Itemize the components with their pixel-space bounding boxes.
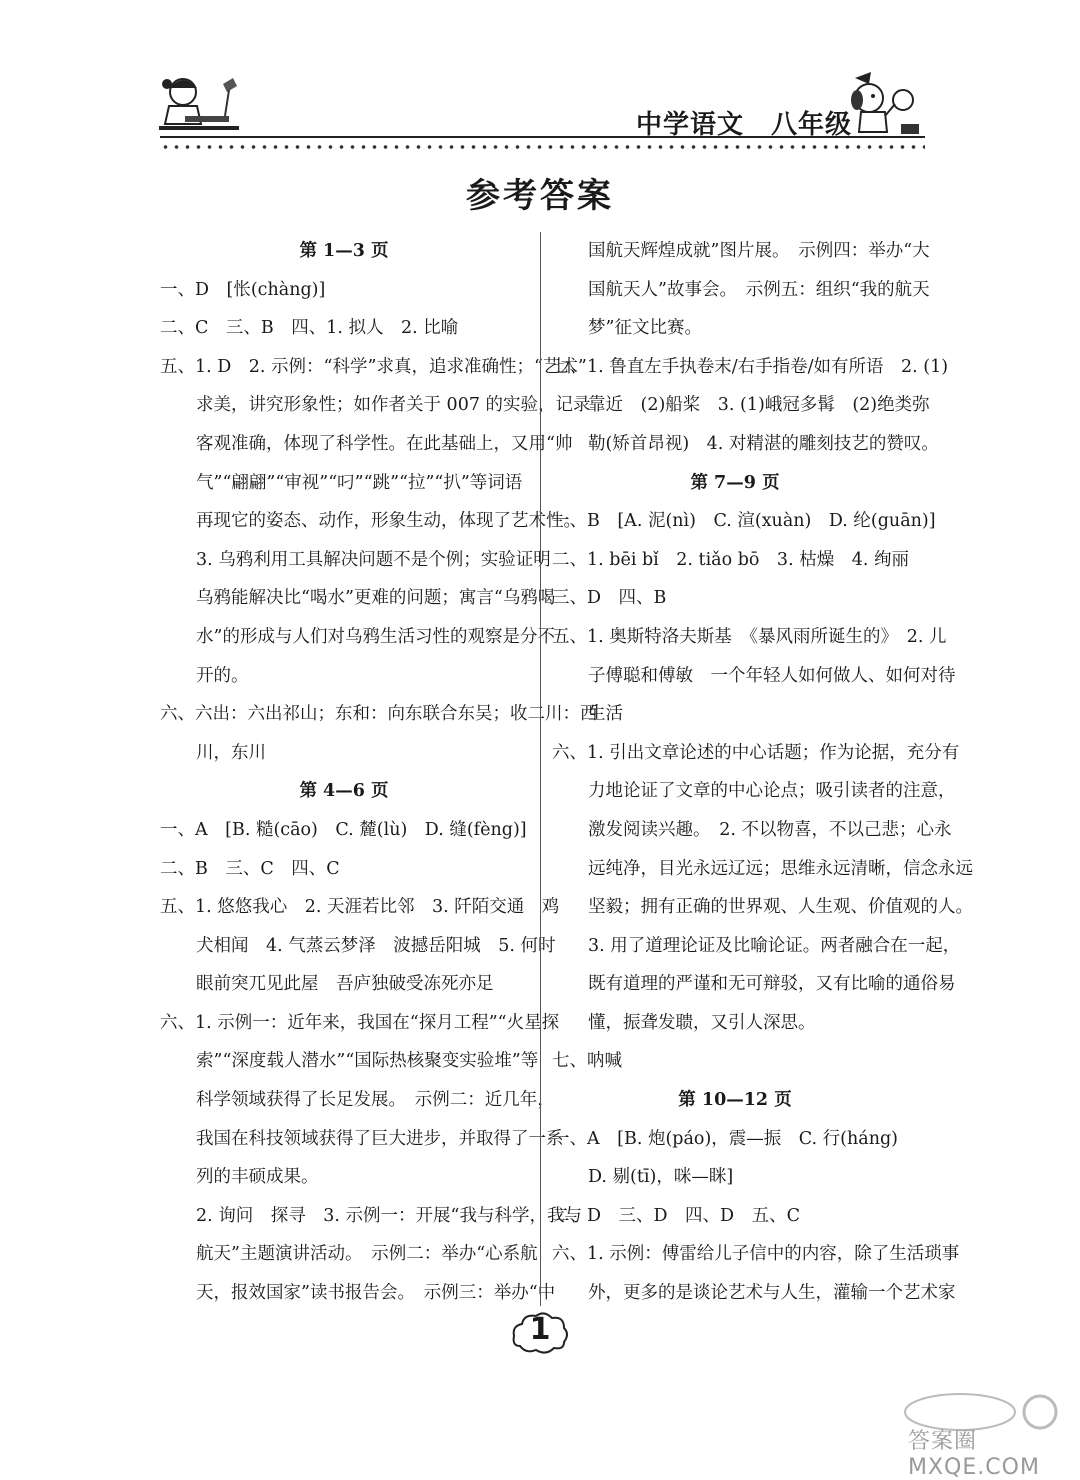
answer-line: 六、1. 引出文章论述的中心话题；作为论据，充分有 [552, 742, 960, 763]
page-title: 参考答案 [466, 176, 614, 216]
page-number: 1 [529, 1312, 551, 1347]
answer-line: 二、B 三、C 四、C [160, 858, 340, 879]
answer-line: 国航天辉煌成就”图片展。 示例四：举办“大 [588, 241, 930, 261]
answer-line: 三、D 四、B [552, 588, 667, 609]
answer-line: 五、1. D 2. 示例：“科学”求真，追求准确性；“艺术” [160, 356, 587, 377]
answer-line: 列的丰硕成果。 [196, 1167, 319, 1188]
answer-line: 川，东川 [196, 742, 266, 763]
answer-line: 一、D [怅(chàng)] [160, 279, 326, 300]
answer-line: 二、1. bēi bǐ 2. tiǎo bō 3. 枯燥 4. 绚丽 [552, 549, 909, 570]
answer-line: 二、D 三、D 四、D 五、C [552, 1205, 800, 1226]
answer-line: 梦”征文比赛。 [588, 318, 702, 339]
answer-line: 远纯净，目光永远辽远；思维永远清晰，信念永远 [588, 858, 973, 879]
answer-line: 开的。 [196, 665, 249, 686]
book-series-title: 中学语文 八年级 [636, 110, 853, 140]
answer-line: 科学领域获得了长足发展。 示例二：近几年， [196, 1090, 555, 1111]
section-heading: 第 7—9 页 [690, 472, 780, 493]
answer-line: 一、A [B. 炮(páo)，震—振 C. 行(háng) [552, 1128, 899, 1149]
answer-line: 我国在科技领域获得了巨大进步，并取得了一系 [196, 1128, 564, 1149]
answer-line: 七、1. 鲁直左手执卷末/右手指卷/如有所语 2. (1) [552, 356, 949, 377]
answer-line: 勒(矫首昂视) 4. 对精湛的雕刻技艺的赞叹。 [588, 433, 939, 454]
answer-line: 3. 乌鸦利用工具解决问题不是个例；实验证明 [196, 549, 551, 570]
answer-line: 犬相闻 4. 气蒸云梦泽 波撼岳阳城 5. 何时 [196, 935, 556, 956]
watermark-text: 答案圈 MXQE.COM [908, 1429, 1040, 1480]
answer-line: 索”“深度载人潜水”“国际热核聚变实验堆”等 [196, 1051, 539, 1072]
answer-line: 靠近 (2)船桨 3. (1)峨冠多髯 (2)绝类弥 [588, 395, 930, 416]
answer-line: 生活 [588, 704, 623, 725]
answer-line: 一、B [A. 泥(nì) C. 渲(xuàn) D. 纶(guān)] [552, 511, 936, 532]
answer-line: 坚毅；拥有正确的世界观、人生观、价值观的人。 [588, 897, 973, 918]
answer-line: 2. 询问 探寻 3. 示例一：开展“我与科学，我与 [196, 1205, 582, 1226]
answer-line: 航天”主题演讲活动。 示例二：举办“心系航 [196, 1244, 538, 1265]
section-heading: 第 10—12 页 [678, 1090, 792, 1111]
girl-reading-icon [155, 72, 245, 138]
answer-line: 3. 用了道理论证及比喻论证。两者融合在一起， [588, 935, 961, 956]
answer-line: 乌鸦能解决比“喝水”更难的问题；寓言“乌鸦喝 [196, 588, 556, 609]
answer-line: 子傅聪和傅敏 一个年轻人如何做人、如何对待 [588, 665, 956, 686]
answer-line: 气”“翩翩”“审视”“叼”“跳”“拉”“扒”等词语 [196, 472, 523, 493]
answer-line: 懂，振聋发聩，又引人深思。 [588, 1012, 816, 1033]
answer-line: 六、1. 示例：傅雷给儿子信中的内容，除了生活琐事 [552, 1244, 960, 1265]
answer-line: 眼前突兀见此屋 吾庐独破受冻死亦足 [196, 974, 494, 995]
answer-line: D. 剔(tī)，咪—眯] [588, 1167, 734, 1188]
section-heading: 第 4—6 页 [299, 781, 389, 802]
answer-line: 一、A [B. 糙(cāo) C. 麓(lù) D. 缝(fèng)] [160, 819, 527, 840]
answer-line: 五、1. 奥斯特洛夫斯基 《暴风雨所诞生的》 2. 儿 [552, 626, 947, 647]
answer-line: 求美，讲究形象性；如作者关于 007 的实验，记录 [196, 395, 591, 416]
answer-line: 六、1. 示例一：近年来，我国在“探月工程”“火星探 [160, 1012, 560, 1033]
answer-line: 七、呐喊 [552, 1051, 622, 1072]
answer-line: 既有道理的严谨和无可辩驳，又有比喻的通俗易 [588, 974, 956, 995]
answer-line: 五、1. 悠悠我心 2. 天涯若比邻 3. 阡陌交通 鸡 [160, 897, 560, 918]
answer-line: 国航天人”故事会。 示例五：组织“我的航天 [588, 279, 930, 300]
header-dotted-border [160, 142, 925, 152]
answer-line: 六、六出：六出祁山；东和：向东联合东吴；收二川：西 [160, 704, 598, 725]
answer-line: 力地论证了文章的中心论点；吸引读者的注意， [588, 781, 956, 802]
answer-line: 水”的形成与人们对乌鸦生活习性的观察是分不 [196, 626, 555, 647]
answer-line: 外，更多的是谈论艺术与人生，灌输一个艺术家 [588, 1283, 956, 1304]
answer-line: 激发阅读兴趣。 2. 不以物喜，不以己悲；心永 [588, 819, 952, 840]
column-divider [540, 232, 541, 1306]
answer-line: 客观准确，体现了科学性。在此基础上，又用“帅 [196, 433, 573, 454]
answer-line: 天，报效国家”读书报告会。 示例三：举办“中 [196, 1283, 556, 1304]
answer-line: 再现它的姿态、动作，形象生动，体现了艺术性。 [196, 511, 581, 532]
header-rule [160, 136, 925, 138]
answer-line: 二、C 三、B 四、1. 拟人 2. 比喻 [160, 318, 459, 339]
answer-column-right [552, 232, 973, 1313]
section-heading: 第 1—3 页 [299, 241, 389, 261]
